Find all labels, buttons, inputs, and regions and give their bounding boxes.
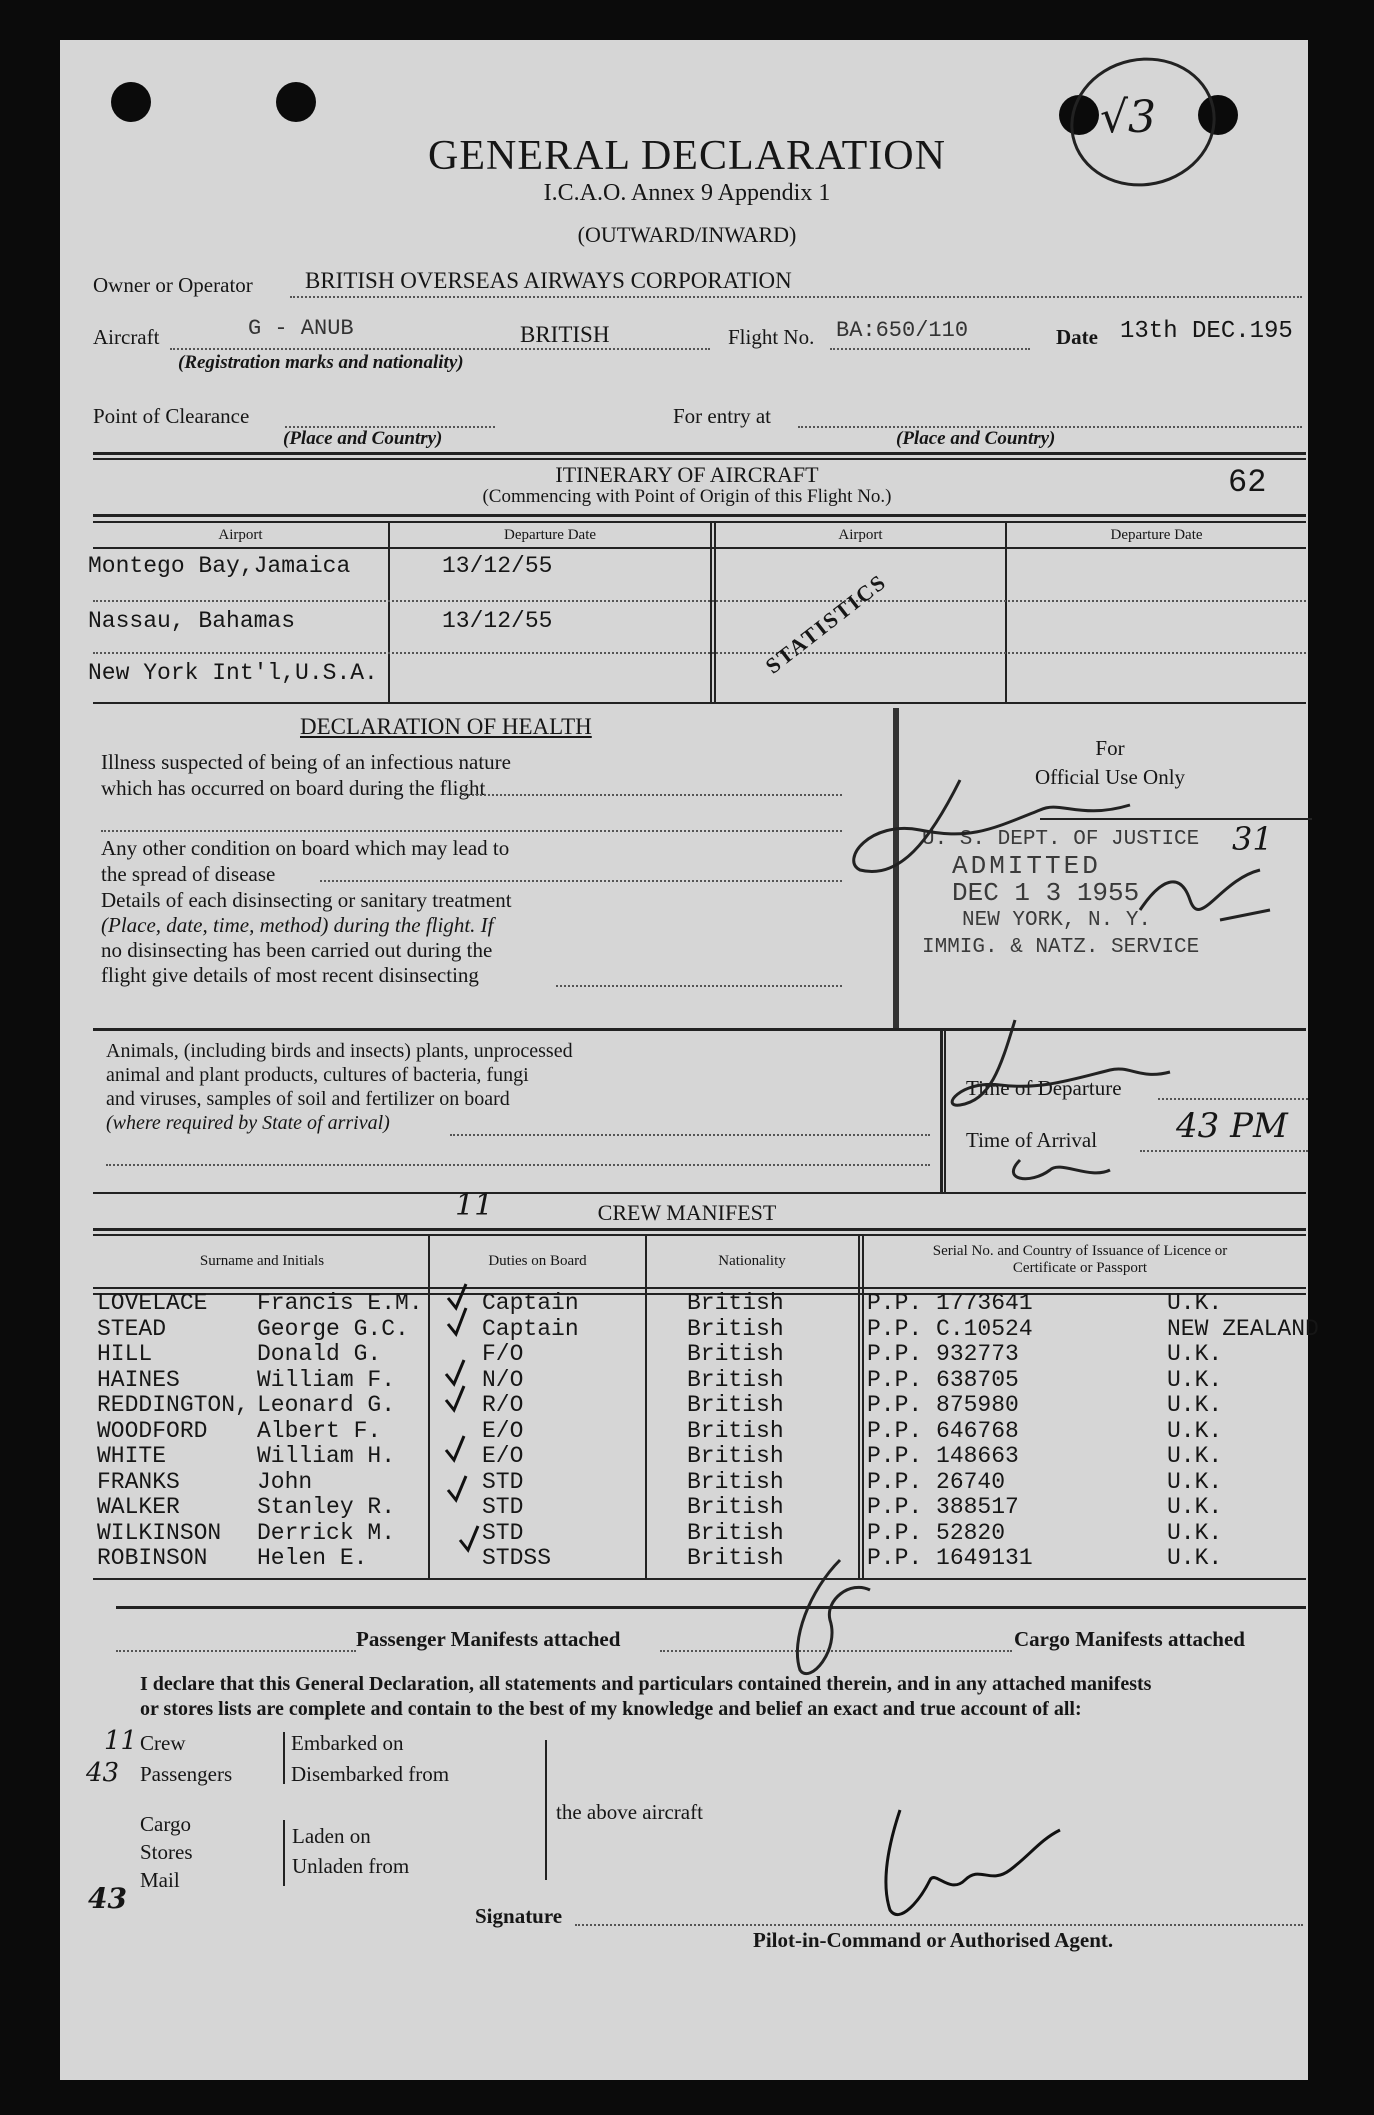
crew-cell-pp: P.P. 646768 [867,1417,1019,1444]
crew-cell-duty: E/O [482,1443,524,1469]
crew-cell-country: NEW ZEALAND [1167,1315,1319,1342]
crew-cell-country: U.K. [1167,1519,1223,1546]
itinerary-subtitle: (Commencing with Point of Origin of this Flight No.) [482,486,892,507]
col-departure-date-2: Departure Date [1110,527,1203,543]
animals-text: Animals, (including birds and insects) plants, unprocessed animal and plant products, cultures of bacteria, fungi and viruses, samples of soil and fertilizer on board (where required by State of arrival) [106,1040,573,1134]
health-q3: Details of each disinsecting or sanitary treatment (Place, date, time, method) during the flight. If no disinsecting has been carried out during the flight give details of most recent disinsecting [101,888,512,987]
crew-cell-pp: P.P. 932773 [867,1341,1019,1367]
cargo-manifests-label: Cargo Manifests attached [1014,1627,1245,1651]
clearance-caption: (Place and Country) [283,428,443,449]
mail-mark: 43 [88,1882,127,1915]
form-title: GENERAL DECLARATION [428,133,946,179]
crew-cell-duty: N/O [482,1366,524,1393]
pilot-signature [870,1800,1070,1930]
crew-cell-nat: British [687,1519,784,1546]
aircraft-label: Aircraft [93,325,160,349]
arrival-time-label: Time of Arrival [966,1128,1098,1152]
col-nationality: Nationality [718,1253,786,1269]
passengers-label: Passengers [140,1762,233,1786]
entry-label: For entry at [673,404,771,428]
date-label: Date [1056,325,1098,349]
statistics-stamp: STATISTICS [760,568,892,679]
laden-label: Laden on [292,1824,371,1848]
crew-cell-duty: Captain [482,1290,579,1316]
clearance-label: Point of Clearance [93,404,250,428]
crew-cell-pp: P.P. C.10524 [867,1315,1033,1342]
crew-cell-nat: British [687,1315,784,1342]
entry-caption: (Place and Country) [896,428,1056,449]
stores-label: Stores [140,1840,193,1864]
crew-cell-pp: P.P. 1773641 [867,1290,1033,1316]
arrival-time-value: 43 PM [1176,1106,1288,1146]
crew-cell-surname: WALKER [97,1494,180,1520]
col-serial: Serial No. and Country of Issuance of Licence or Certificate or Passport [932,1243,1228,1276]
itinerary-airport: Nassau, Bahamas [88,608,296,634]
aircraft-caption: (Registration marks and nationality) [178,352,464,373]
crew-cell-name: William F. [257,1366,396,1393]
flight-number: BA:650/110 [836,318,969,343]
embarked-label: Embarked on [291,1731,404,1755]
crew-cell-pp: P.P. 148663 [867,1443,1019,1469]
col-duties: Duties on Board [488,1253,587,1269]
crew-count-handwritten: 11 [455,1188,494,1223]
crew-cell-nat: British [687,1341,784,1367]
crew-cell-country: U.K. [1167,1443,1223,1469]
crew-cell-duty: STDSS [482,1545,552,1571]
departure-time-label: Time of Departure [966,1076,1122,1100]
cargo-label: Cargo [140,1812,191,1836]
crew-cell-nat: British [687,1417,784,1444]
circled-note-text: √3 [1100,92,1157,143]
col-airport: Airport [218,527,263,543]
itinerary-date: 13/12/55 [442,608,553,634]
crew-cell-surname: WOODFORD [97,1417,208,1444]
col-airport-2: Airport [838,527,883,543]
crew-cell-nat: British [687,1443,784,1469]
official-use-label: For Official Use Only [1034,736,1186,789]
above-aircraft-label: the above aircraft [556,1800,703,1824]
crew-cell-name: Francis E.M. [257,1290,423,1316]
crew-cell-country: U.K. [1167,1290,1223,1316]
signature-label: Signature [475,1904,563,1928]
crew-cell-duty: STD [482,1519,524,1546]
crew-cell-country: U.K. [1167,1494,1223,1520]
col-departure-date: Departure Date [503,527,597,543]
crew-checkmarks [420,1280,510,1580]
passenger-manifests-label: Passenger Manifests attached [356,1627,621,1651]
crew-cell-country: U.K. [1167,1341,1223,1367]
crew-cell-country: U.K. [1167,1366,1223,1393]
crew-label: Crew [140,1731,186,1755]
itinerary-airport: New York Int'l,U.S.A. [88,660,378,686]
itinerary-date: 13/12/55 [442,553,553,579]
health-q2: Any other condition on board which may lead to the spread of disease [101,836,510,886]
flight-label: Flight No. [728,325,815,349]
health-title: DECLARATION OF HEALTH [300,714,592,739]
form-direction: (OUTWARD/INWARD) [577,222,797,247]
crew-cell-duty: STD [482,1468,524,1495]
crew-cell-pp: P.P. 875980 [867,1392,1019,1418]
crew-cell-country: U.K. [1167,1545,1223,1571]
crew-cell-duty: F/O [482,1341,524,1367]
crew-cell-pp: P.P. 52820 [867,1519,1006,1546]
crew-cell-country: U.K. [1167,1392,1223,1418]
crew-cell-nat: British [687,1545,784,1571]
crew-title: CREW MANIFEST [597,1200,777,1225]
crew-cell-surname: WHITE [97,1443,167,1469]
crew-cell-surname: STEAD [97,1315,167,1342]
crew-count: 11 [104,1726,138,1756]
admitted-stamp: U. S. DEPT. OF JUSTICE ADMITTED DEC 1 3 1955 NEW YORK, N. Y. IMMIG. & NATZ. SERVICE [922,828,1200,959]
form-subtitle: I.C.A.O. Annex 9 Appendix 1 [543,180,831,206]
crew-cell-pp: P.P. 638705 [867,1366,1019,1393]
crew-cell-name: Helen E. [257,1545,368,1571]
itinerary-title: ITINERARY OF AIRCRAFT [555,462,819,487]
crew-cell-name: John [257,1468,313,1495]
crew-cell-pp: P.P. 388517 [867,1494,1019,1520]
crew-cell-name: George G.C. [257,1315,409,1342]
date-value: 13th DEC.195 [1120,318,1293,345]
crew-cell-surname: HAINES [97,1366,180,1393]
crew-cell-surname: LOVELACE [97,1290,208,1316]
crew-cell-nat: British [687,1494,784,1520]
crew-cell-duty: E/O [482,1417,524,1444]
crew-cell-name: Donald G. [257,1341,382,1367]
official-initials [840,760,1300,1000]
crew-cell-country: U.K. [1167,1417,1223,1444]
crew-cell-name: Derrick M. [257,1519,396,1546]
itinerary-airport: Montego Bay,Jamaica [88,553,351,579]
aircraft-registration: G - ANUB [248,316,354,341]
crew-cell-pp: P.P. 26740 [867,1468,1006,1495]
crew-cell-pp: P.P. 1649131 [867,1545,1033,1571]
crew-cell-duty: STD [482,1494,524,1520]
crew-cell-surname: FRANKS [97,1468,180,1495]
owner-label: Owner or Operator [93,273,253,297]
crew-cell-surname: WILKINSON [97,1519,222,1546]
punch-hole [276,82,316,122]
declaration-statement: I declare that this General Declaration, all statements and particulars contained therein, and in any attached manifests or stores lists are complete and contain to the best of my knowledge and belief an exact and true account of all: [140,1673,1152,1720]
crew-cell-duty: Captain [482,1315,579,1342]
disembarked-label: Disembarked from [291,1762,450,1786]
pilot-label: Pilot-in-Command or Authorised Agent. [753,1928,1114,1952]
health-q1: Illness suspected of being of an infectious nature which has occurred on board during the flight [101,750,511,800]
crew-cell-surname: HILL [97,1341,153,1367]
page-number: 62 [1228,464,1267,501]
mail-label: Mail [140,1868,180,1892]
crew-cell-nat: British [687,1366,784,1393]
col-surname: Surname and Initials [199,1253,325,1269]
crew-cell-nat: British [687,1392,784,1418]
crew-cell-name: Leonard G. [257,1392,396,1418]
manifest-initials [770,1550,880,1690]
passenger-count: 43 [86,1758,120,1788]
crew-cell-name: Stanley R. [257,1494,396,1520]
crew-cell-nat: British [687,1290,784,1316]
aircraft-nationality: BRITISH [520,322,610,347]
crew-cell-nat: British [687,1468,784,1495]
crew-cell-name: William H. [257,1443,396,1469]
punch-hole [111,82,151,122]
arrival-initials [940,1010,1240,1200]
unladen-label: Unladen from [292,1854,410,1878]
crew-cell-surname: ROBINSON [97,1545,208,1571]
owner-value: BRITISH OVERSEAS AIRWAYS CORPORATION [305,268,792,293]
crew-cell-surname: REDDINGTON, [97,1392,249,1418]
crew-cell-country: U.K. [1167,1468,1223,1495]
crew-cell-name: Albert F. [257,1417,382,1444]
crew-cell-duty: R/O [482,1392,524,1418]
handwritten-31: 31 [1232,820,1273,858]
